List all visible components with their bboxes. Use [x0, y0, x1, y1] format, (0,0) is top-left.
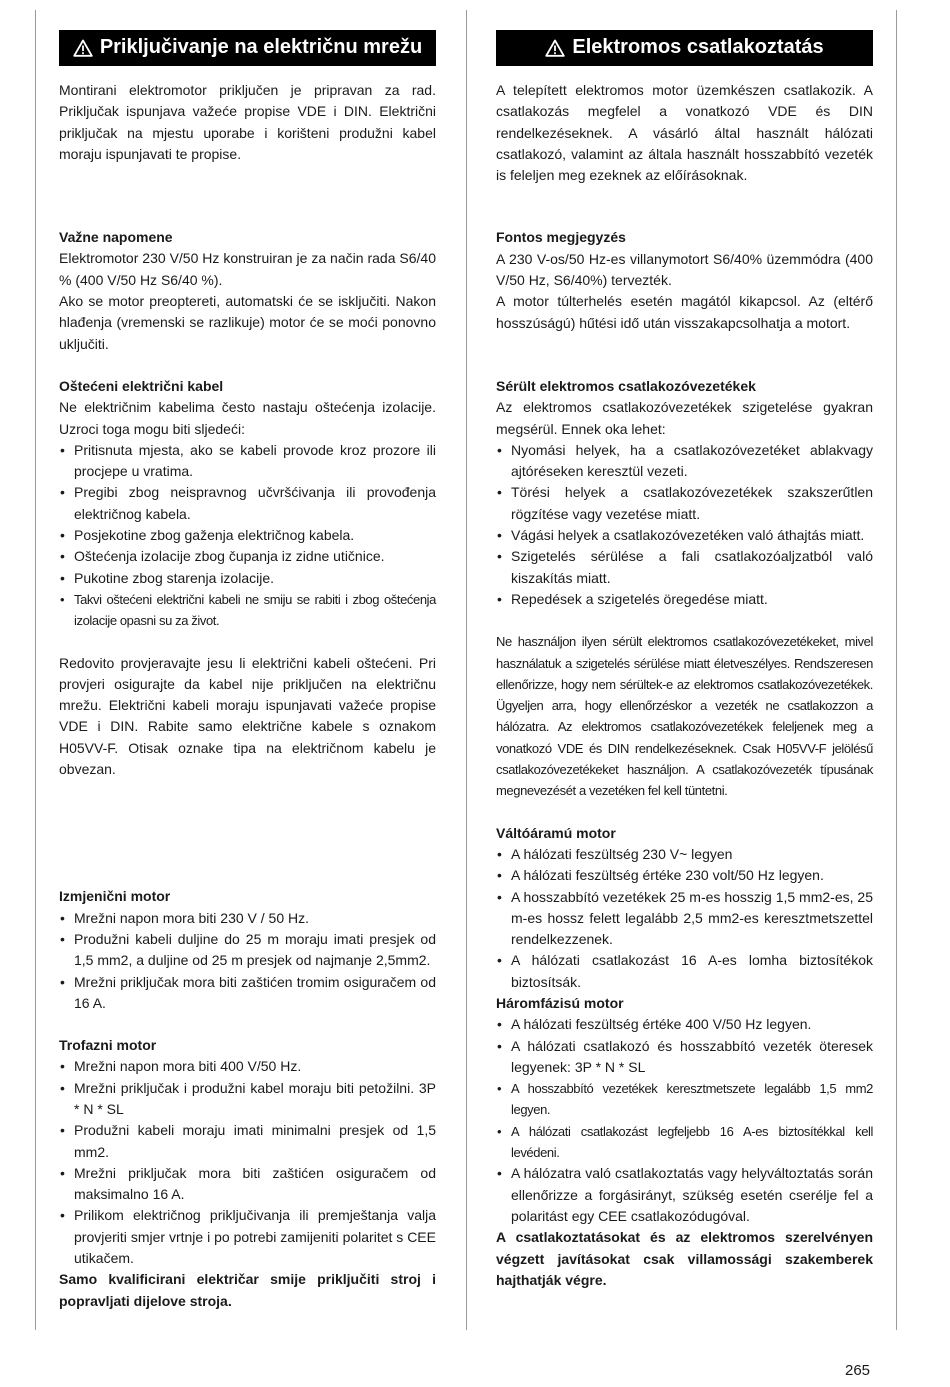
list-item: • A hálózati csatlakozó és hosszabbító vezeték öteresek legyenek: 3P * N * SL	[496, 1036, 873, 1079]
list-item: • Pukotine zbog starenja izolacije.	[59, 568, 436, 589]
right-damaged-list	[496, 440, 873, 610]
list-item: • Posjekotine zbog gaženja električnog kabela.	[59, 525, 436, 546]
right-final-warning: A csatlakoztatásokat és az elektromos szerelvényen végzett javításokat csak villamossági szakemberek hajthatják végre.	[496, 1229, 873, 1288]
left-notes-title: Važne napomene	[59, 229, 173, 246]
left-ac-section	[59, 886, 436, 1014]
right-heading-text: Elektromos csatlakoztatás	[572, 36, 824, 59]
right-column	[496, 30, 873, 1291]
page-number: 265	[845, 1362, 871, 1379]
list-item: • A hálózati feszültség 230 V~ legyen	[496, 844, 873, 865]
left-notes-section	[59, 227, 436, 355]
left-check-text: Redovito provjeravajte jesu li električni kabeli oštećeni. Pri provjeri osigurajte da kabel nije priključen na električnu mrežu. Električni kabeli moraju ispunjavati važeće propise VDE i DIN. Rabite samo električne kabele s oznakom H05VV-F. Otisak oznake tipa na električnom kabelu je obvezan.	[59, 654, 436, 778]
right-margin-rule	[896, 10, 897, 1330]
list-item: • Vágási helyek a csatlakozóvezetéken való áthajtás miatt.	[496, 525, 873, 546]
list-item: • Mrežni priključak mora biti zaštićen osiguračem od maksimalno 16 A.	[59, 1163, 436, 1206]
warning-triangle-icon	[545, 39, 565, 57]
right-damaged-title: Sérült elektromos csatlakozóvezetékek	[496, 377, 756, 394]
left-heading-text: Priključivanje na električnu mrežu	[99, 36, 423, 59]
list-item: • Produžni kabeli duljine do 25 m moraju imati presjek od 1,5 mm2, a duljine od 25 m presjek od najmanje 2,5mm2.	[59, 929, 436, 972]
right-damaged-section	[496, 376, 873, 610]
right-ac-section	[496, 823, 873, 993]
list-item: • Nyomási helyek, ha a csatlakozóvezetéket ablakvagy ajtóréseken keresztül vezeti.	[496, 440, 873, 483]
left-damaged-section	[59, 376, 436, 632]
list-item: • A hosszabbító vezetékek keresztmetszete legalább 1,5 mm2 legyen.	[496, 1078, 873, 1121]
right-three-phase-title: Háromfázisú motor	[496, 994, 624, 1011]
right-notes-section	[496, 227, 873, 333]
right-heading-banner	[496, 30, 873, 66]
list-item: • Törési helyek a csatlakozóvezetékek szakszerűtlen rögzítése vagy vezetése miatt.	[496, 482, 873, 525]
list-item: • A hálózati csatlakozást legfeljebb 16 A-es biztosítékkal kell levédeni.	[496, 1121, 873, 1164]
list-item: • Produžni kabeli moraju imati minimalni presjek od 1,5 mm2.	[59, 1120, 436, 1163]
right-intro-text: A telepített elektromos motor üzemkészen csatlakozik. A csatlakozás megfelel a vonatkozó VDE és DIN rendelkezéseknek. A vásárló által használt hálózati csatlakozó, valamint az általa használt hosszabbító vezeték is feleljen meg ezeknek az előírásoknak.	[496, 82, 873, 184]
list-item-warning: • Takvi oštećeni električni kabeli ne smiju se rabiti i zbog oštećenja izolacije opasni su za život.	[59, 589, 436, 632]
left-damaged-list	[59, 440, 436, 632]
list-item: • Mrežni priključak mora biti zaštićen tromim osiguračem od 16 A.	[59, 972, 436, 1015]
right-notes-text: A 230 V-os/50 Hz-es villanymotort S6/40% üzemmódra (400 V/50 Hz, S6/40%) tervezték. A motor túlterhelés esetén magától kikapcsol. Az (eltérő hosszúságú) hűtési idő után visszakapcsolhatja a motort.	[496, 250, 873, 331]
right-three-phase-section	[496, 993, 873, 1291]
list-item: • Szigetelés sérülése a fali csatlakozóaljzatból való kiszakítás miatt.	[496, 546, 873, 589]
left-three-phase-section	[59, 1035, 436, 1312]
right-ac-list	[496, 844, 873, 993]
left-column	[59, 30, 436, 1312]
left-notes-text: Elektromotor 230 V/50 Hz konstruiran je za način rada S6/40 % (400 V/50 Hz S6/40 %). Ako se motor preoptereti, automatski će se isključiti. Nakon hlađenja (vremenski se razlikuje) motor će se moći ponovno uključiti.	[59, 250, 436, 352]
list-item: • A hálózati feszültség értéke 230 volt/50 Hz legyen.	[496, 865, 873, 886]
list-item: • Mrežni napon mora biti 230 V / 50 Hz.	[59, 908, 436, 929]
center-column-rule	[466, 10, 467, 1330]
left-ac-list	[59, 908, 436, 1014]
list-item: • A hosszabbító vezetékek 25 m-es hosszig 1,5 mm2-es, 25 m-es hossz felett legalább 2,5 mm2-es keresztmetszettel rendelkezzenek.	[496, 887, 873, 951]
left-damaged-title: Oštećeni električni kabel	[59, 377, 224, 394]
list-item: • A hálózati feszültség értéke 400 V/50 Hz legyen.	[496, 1014, 873, 1035]
left-ac-title: Izmjenični motor	[59, 888, 171, 905]
list-item: • Repedések a szigetelés öregedése miatt.	[496, 589, 873, 610]
list-item: • Pritisnuta mjesta, ako se kabeli provode kroz prozore ili procjepe u vratima.	[59, 440, 436, 483]
warning-triangle-icon	[73, 39, 93, 57]
list-item: • A hálózatra való csatlakoztatás vagy helyváltoztatás során ellenőrizze a forgásirányt, szükség esetén cserélje fel a polaritást egy CEE csatlakozódugóval.	[496, 1163, 873, 1227]
list-item: • A hálózati csatlakozást 16 A-es lomha biztosítékok biztosítsák.	[496, 950, 873, 993]
right-three-phase-list	[496, 1014, 873, 1227]
list-item: • Prilikom električnog priključivanja ili premještanja valja provjeriti smjer vrtnje i po potrebi zamijeniti polaritet s CEE utikačem.	[59, 1205, 436, 1269]
left-three-phase-list	[59, 1056, 436, 1269]
right-check-text: Ne használjon ilyen sérült elektromos csatlakozóvezetékeket, mivel használatuk a szigetelés sérülése miatt életveszélyes. Rendszeresen ellenőrizze, hogy nem sérültek-e az elektromos csatlakozóvezetékek. Ügyeljen arra, hogy ellenőrzéskor a vezeték ne csatlakozzon a hálózatra. Az elektromos csatlakozóvezetékek feleljenek meg a vonatkozó VDE és DIN rendelkezéseknek. Csak H05VV-F jelölésű csatlakozóvezetékeket használjon. A csatlakozóvezeték típusának megnevezését a vezetéken fel kell tüntetni.	[496, 634, 873, 799]
right-damaged-intro: Az elektromos csatlakozóvezetékek szigetelése gyakran megsérül. Ennek oka lehet:	[496, 399, 873, 437]
right-ac-title: Váltóáramú motor	[496, 824, 616, 841]
left-final-warning: Samo kvalificirani električar smije priključiti stroj i popravljati dijelove stroja.	[59, 1271, 436, 1309]
list-item: • Pregibi zbog neispravnog učvršćivanja ili provođenja električnog kabela.	[59, 482, 436, 525]
left-damaged-intro: Ne električnim kabelima često nastaju oštećenja izolacije. Uzroci toga mogu biti sljedeći:	[59, 399, 436, 437]
left-three-phase-title: Trofazni motor	[59, 1037, 157, 1054]
list-item: • Oštećenja izolacije zbog čupanja iz zidne utičnice.	[59, 546, 436, 567]
left-intro-text: Montirani elektromotor priključen je pripravan za rad. Priključak ispunjava važeće propise VDE i DIN. Električni priključak na mjestu uporabe i korišteni produžni kabel moraju ispunjavati te propise.	[59, 82, 436, 162]
list-item: • Mrežni priključak i produžni kabel moraju biti petožilni. 3P * N * SL	[59, 1078, 436, 1121]
left-margin-rule	[35, 10, 36, 1330]
list-item: • Mrežni napon mora biti 400 V/50 Hz.	[59, 1056, 436, 1077]
left-heading-banner	[59, 30, 436, 66]
right-notes-title: Fontos megjegyzés	[496, 229, 626, 246]
